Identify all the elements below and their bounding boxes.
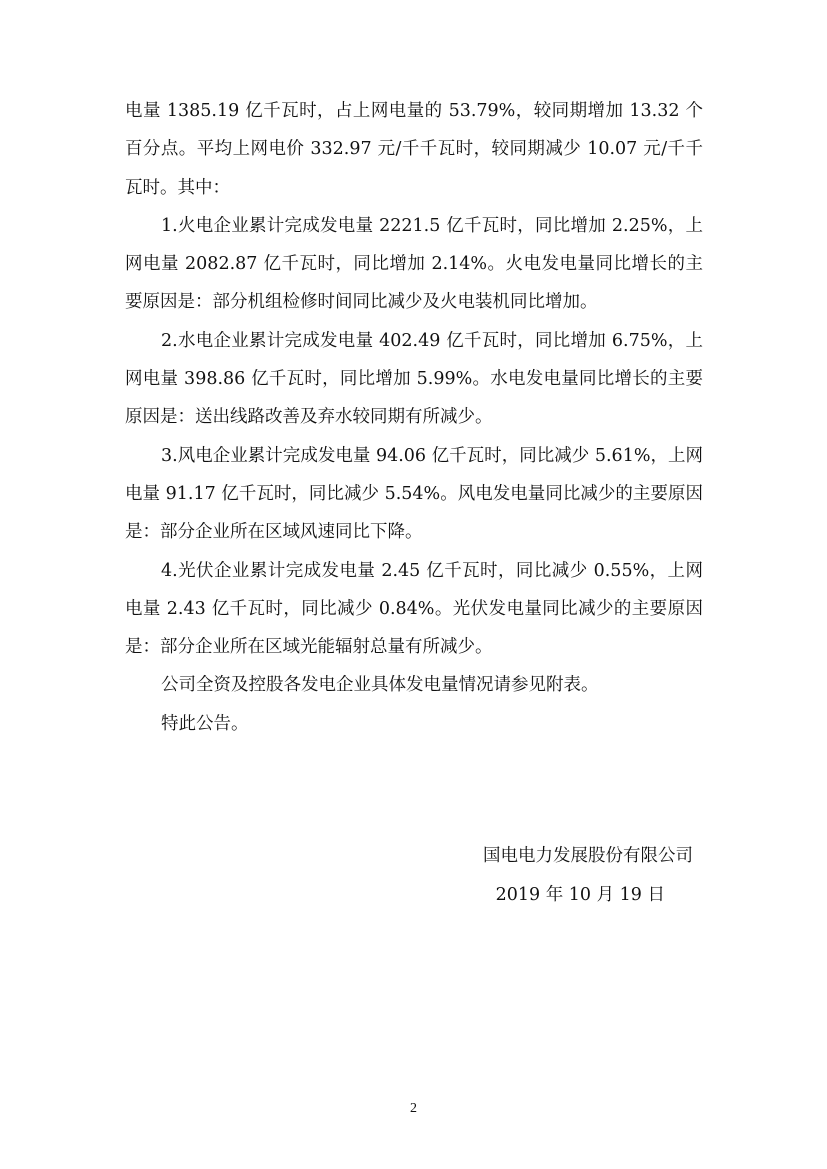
paragraph-continuation: 电量 1385.19 亿千瓦时，占上网电量的 53.79%，较同期增加 13.32 个百分点。平均上网电价 332.97 元/千千瓦时，较同期减少 10.07 元/千千瓦时。其中： [125, 101, 703, 198]
signature-company: 国电电力发展股份有限公司 [483, 846, 693, 866]
signature-date: 2019 年 10 月 19 日 [495, 885, 665, 905]
announcement-body [125, 92, 703, 743]
page-number: 2 [410, 1101, 417, 1116]
paragraph-wind-power: 3.风电企业累计完成发电量 94.06 亿千瓦时，同比减少 5.61%，上网电量 91.17 亿千瓦时，同比减少 5.54%。风电发电量同比减少的主要原因是：部分企业所在区域风速同比下降。 [125, 445, 703, 543]
paragraph-hydro-power: 2.水电企业累计完成发电量 402.49 亿千瓦时，同比增加 6.75%，上网电量 398.86 亿千瓦时，同比增加 5.99%。水电发电量同比增长的主要原因是：送出线路改善及弃水较同期有所减少。 [125, 330, 703, 428]
paragraph-appendix-reference: 公司全资及控股各发电企业具体发电量情况请参见附表。 [161, 675, 599, 696]
paragraph-thermal-power: 1.火电企业累计完成发电量 2221.5 亿千瓦时，同比增加 2.25%，上网电量 2082.87 亿千瓦时，同比增加 2.14%。火电发电量同比增长的主要原因是：部分机组检修时间同比减少及火电装机同比增加。 [125, 215, 703, 313]
paragraph-closing: 特此公告。 [161, 713, 249, 734]
paragraph-solar-power: 4.光伏企业累计完成发电量 2.45 亿千瓦时，同比减少 0.55%，上网电量 2.43 亿千瓦时，同比减少 0.84%。光伏发电量同比减少的主要原因是：部分企业所在区域光能辐射总量有所减少。 [125, 560, 703, 658]
